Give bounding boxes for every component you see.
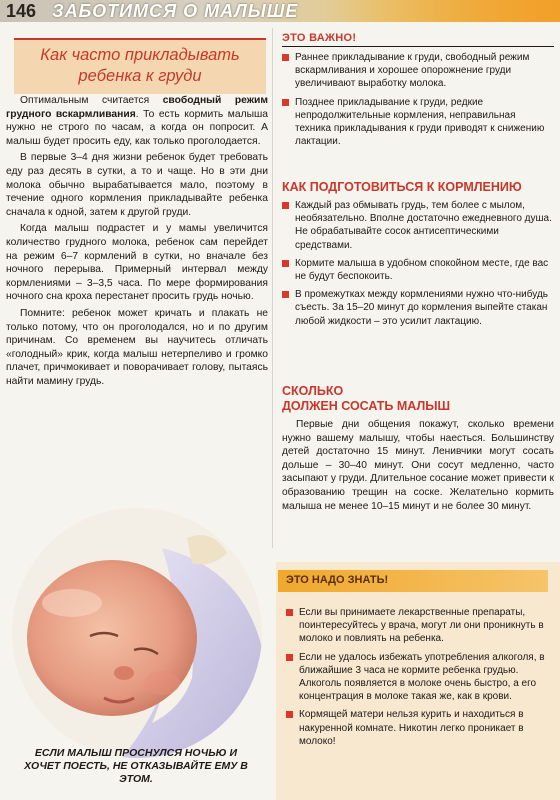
prepare-list [282, 199, 554, 328]
column-divider [272, 28, 273, 548]
important-section [282, 32, 554, 153]
suck-section [282, 384, 554, 513]
heading-rule [282, 46, 554, 47]
suck-heading-line1: СКОЛЬКО [282, 384, 344, 398]
paragraph-4: Помните: ребенок может кричать и плакать не только потому, что он проголодался, но и по другим причинам. Со временем вы научитесь отличать «голодный» крик, когда малыш нетерпеливо и громко плачет, причмокивает и поворачивает голову, пытаясь найти мамину грудь. [6, 307, 268, 387]
important-list [282, 51, 554, 148]
list-item: Раннее прикладывание к груди, свободный режим вскармливания и хорошее опорожнение груди увеличивают выработку молока. [282, 51, 554, 91]
prepare-heading: КАК ПОДГОТОВИТЬСЯ К КОРМЛЕНИЮ [282, 180, 522, 194]
paragraph-2: В первые 3–4 дня жизни ребенок будет требовать еду раз десять в сутки, а то и чаще. Но в эти дни молока обычно вырабатывается мало, поэтому в течение одного кормления прикладывайте ребенка сначала к одной, затем к другой груди. [6, 152, 268, 218]
list-item: В промежутках между кормлениями нужно что-нибудь съесть. За 15–20 минут до кормления выпейте стакан любой жидкости – это усилит лактацию. [282, 288, 554, 328]
sleeping-baby-photo [12, 508, 262, 758]
header-accent [330, 0, 560, 22]
list-item: Каждый раз обмывать грудь, тем более с мылом, необязательно. Вполне достаточно ежедневного душа. Не обрабатывайте сосок антисептическими средствами. [282, 199, 554, 252]
page-number: 146 [6, 1, 37, 21]
running-head: ЗАБОТИМСЯ О МАЛЫШЕ [52, 1, 299, 21]
list-item: Кормите малыша в удобном спокойном месте, где вас не будут беспокоить. [282, 257, 554, 283]
section-title: Как часто прикладывать ребенка к груди [40, 46, 240, 85]
photo-caption: ЕСЛИ МАЛЫШ ПРОСНУЛСЯ НОЧЬЮ И ХОЧЕТ ПОЕСТЬ, НЕ ОТКАЗЫВАЙТЕ ЕМУ В ЭТОМ. [24, 747, 248, 785]
important-heading: ЭТО ВАЖНО! [282, 32, 357, 44]
paragraph-3: Когда малыш подрастет и у мамы увеличится количество грудного молока, ребенок сам перейдет на режим 6–7 кормлений в сутки, но вначале без ночного перерыва. Примерный интервал между кормлениями – 3–3,5 часа. По мере формирования ночного сна кроха перестанет просить грудь ночью. [6, 223, 268, 303]
know-section [286, 602, 548, 753]
list-item: Если не удалось избежать употребления алкоголя, в ближайшие 3 часа не кормите ребенка грудью. Алкоголь появляется в молоке очень быстро, а его концентрация в молоке такая же, как в крови. [286, 651, 548, 704]
know-header [278, 570, 548, 592]
know-heading: ЭТО НАДО ЗНАТЬ! [286, 574, 389, 586]
list-item: Если вы принимаете лекарственные препараты, поинтересуйтесь у врача, могут ли они проникнуть в молоко и повлиять на ребенка. [286, 606, 548, 646]
article-body [6, 94, 268, 391]
baby-illustration [12, 508, 262, 758]
list-item: Кормящей матери нельзя курить и находиться в накуренной комнате. Никотин легко проникает в молоко! [286, 708, 548, 748]
prepare-section [282, 180, 554, 333]
know-list [286, 606, 548, 748]
suck-heading-line2: ДОЛЖЕН СОСАТЬ МАЛЫШ [282, 399, 451, 413]
suck-paragraph: Первые дни общения покажут, сколько времени нужно вашему малышу, чтобы наесться. Большинству детей достаточно 15 минут. Ленивчики могут сосать дольше – 30–40 минут. Они сосут медленно, часто засыпают у груди. Длительное сосание может привести к образованию трещин на соске. Желательно кормить малыша не менее 10–15 минут и не более 30 минут. [282, 419, 554, 512]
section-title-box [14, 38, 266, 94]
paragraph-1: Оптимальным считается свободный режим грудного вскармливания. То есть кормить малыша нужно не строго по часам, а когда он попросит. А малыш будет просить еду, как только проголодается. [6, 95, 268, 147]
list-item: Позднее прикладывание к груди, редкие непродолжительные кормления, неправильная техника прикладывания к груди приводят к снижению лактации. [282, 96, 554, 149]
